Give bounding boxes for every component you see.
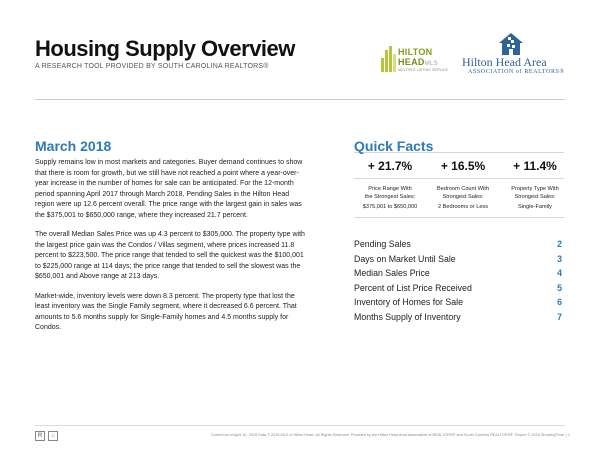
toc-item-percent-of-list-price[interactable] [354, 281, 562, 296]
fact-value: + 16.5% [440, 159, 486, 173]
fact-detail: Single-Family [518, 204, 552, 210]
toc-item-months-supply[interactable] [354, 310, 562, 325]
toc-item-page: 3 [557, 253, 562, 264]
mls-bars-icon [381, 46, 395, 72]
summary-paragraph: Supply remains low in most markets and categories. Buyer demand continues to show that there is room for growth, but we still have not reached a point where a year-over-year increase in the number of homes for sale can be anticipated. For the 12-month period spanning April 2017 through March 2018, Pending Sales in the Hilton Head region were up 12.6 percent overall. The price range with the largest gain in sales was the $375,001 to $650,000 range, where they increased 21.7 percent. [35, 159, 303, 219]
fact-detail: 2 Bedrooms or Less [437, 204, 489, 210]
toc-item-page: 2 [557, 239, 562, 249]
fact-value: + 11.4% [513, 159, 557, 173]
report-month-heading: March 2018 [35, 138, 112, 154]
hilton-head-association-logo [462, 32, 582, 80]
toc-item-median-sales-price[interactable] [354, 266, 562, 281]
quick-facts-heading: Quick Facts [354, 138, 434, 154]
quick-facts-mid-divider [354, 178, 564, 179]
toc-item-inventory[interactable] [354, 295, 562, 310]
mls-logo-line1: HILTON [398, 47, 433, 57]
footer-divider [35, 425, 565, 426]
fact-label: Price Range With the Strongest Sales: [364, 186, 416, 201]
toc-item-page: 5 [557, 282, 562, 293]
hilton-head-mls-logo [381, 44, 457, 76]
equal-housing-icon: ⌂ [48, 431, 58, 441]
fact-value: + 21.7% [367, 159, 413, 173]
table-of-contents [354, 237, 562, 324]
fact-detail: $375,001 to $650,000 [362, 204, 418, 210]
toc-item-page: 6 [557, 297, 562, 307]
fact-label: Property Type With Strongest Sales: [511, 186, 559, 201]
toc-item-label: Months Supply of Inventory [354, 311, 461, 322]
toc-item-label: Median Sales Price [354, 268, 430, 278]
toc-item-label: Pending Sales [354, 239, 411, 249]
summary-paragraph: The overall Median Sales Price was up 4.3 percent to $305,000. The property type with the largest price gain was the Condos / Villas segment, where prices increased 11.8 percent to $223,500. The price range that tended to sell the quickest was the $100,001 to $225,000 range at 114 days; the price range that tended to sell the slowest was the $650,001 and Above range at 213 days. [35, 231, 305, 280]
toc-item-pending-sales[interactable] [354, 237, 562, 252]
association-logo-line2: ASSOCIATION of REALTORS® [468, 69, 565, 75]
toc-item-days-on-market[interactable] [354, 252, 562, 267]
realtor-icon: R [35, 431, 45, 441]
quick-facts-bottom-divider [354, 217, 564, 218]
summary-text [35, 158, 310, 343]
toc-item-label: Inventory of Homes for Sale [354, 297, 464, 307]
mls-logo-line3: MULTIPLE LISTING SERVICE [398, 68, 449, 72]
toc-item-label: Percent of List Price Received [354, 282, 472, 293]
fact-label: Bedroom Count With Strongest Sales: [437, 186, 489, 201]
footer-text: Current as of April 10, 2018 Data © 2018 MLS of Hilton Head. All Rights Reserved. Provided by the Hilton Head Area Association of REALTORS® and South Carolina REALTORS®. Report © 2018 ShowingTime. | 1 [210, 433, 570, 437]
toc-item-label: Days on Market Until Sale [354, 253, 456, 264]
page-subtitle: A RESEARCH TOOL PROVIDED BY SOUTH CAROLINA REALTORS® [35, 63, 269, 70]
summary-paragraph: Market-wide, inventory levels were down 8.3 percent. The property type that lost the least inventory was the Single Family segment, where it decreased 6.6 percent. That amounts to 5.6 months supply for Single-Family homes and 4.5 months supply for Condos. [35, 292, 297, 331]
toc-item-page: 4 [557, 268, 562, 278]
toc-item-page: 7 [557, 311, 562, 322]
house-logo-icon [498, 32, 524, 56]
page-title: Housing Supply Overview [35, 36, 295, 61]
mls-logo-line2: HEADMLS [398, 57, 438, 67]
header-divider [35, 99, 565, 100]
association-logo-line1: Hilton Head Area [462, 55, 547, 69]
